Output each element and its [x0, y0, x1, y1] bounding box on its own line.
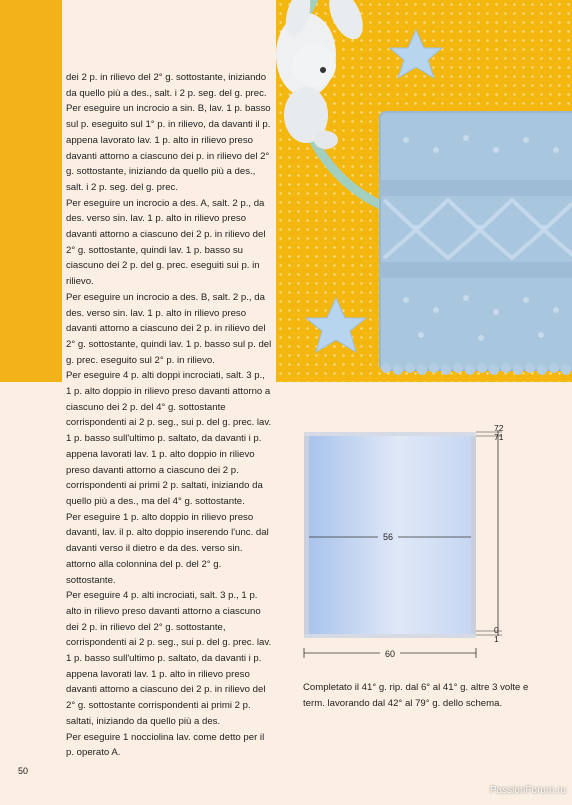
width-dimension-label: 56: [382, 532, 394, 542]
instruction-paragraph: Per eseguire 4 p. alti incrociati, salt. 3 p., 1 p. alto in rilievo preso davanti attorno a ciascuno dei 2 p. in rilievo del 2° g. sottostante, corrispondenti ai 2 p. seg., sui p. del g. prec. lav. 1 p. basso sull'ultimo p. saltato, da davanti i p. appena lavorati lav. 1 p. alto in rilievo preso davanti attorno a ciascuno dei 2 p. in rilievo del 2° g. sottostante corrispondenti ai primi 2 p. saltati, iniziando da quello più a des.: [66, 590, 272, 727]
instruction-paragraph: Per eseguire un incrocio a sin. B, lav. 1 p. basso sul p. eseguito sul 1° p. in rilievo, da davanti il p. appena lavorato lav. 1 p. alto in rilievo preso davanti attorno a ciascuno dei p. in rilievo del 2° g. sottostante, iniziando da quello più a des., salt. i 2 p. seg. del g. prec.: [66, 103, 271, 193]
instruction-paragraph: Per eseguire un incrocio a des. A, salt. 2 p., da des. verso sin. lav. 1 p. alto in rilievo preso davanti attorno a ciascuno dei 2 p. in rilievo del 2° g. sottostante, quindi lav. 1 p. basso su ciascuno dei 2 p. del g. prec. eseguiti sui p. in rilievo.: [66, 197, 266, 288]
row-72-label: 72: [494, 423, 504, 433]
bottom-dimension-label: 60: [384, 649, 396, 659]
instruction-paragraph: dei 2 p. in rilievo del 2° g. sottostante, iniziando da quello più a des., salt. i 2 p. seg. del g. prec.: [66, 72, 267, 99]
schema-top-edge: [304, 432, 476, 436]
row-71-label: 71: [494, 432, 504, 442]
schema-right-edge: [471, 432, 476, 638]
knitted-blanket: [380, 112, 572, 375]
schema-diagram-area: [296, 382, 572, 800]
instruction-paragraph: Per eseguire un incrocio a des. B, salt. 2 p., da des. verso sin. lav. 1 p. alto in rilievo preso davanti attorno a ciascuno dei 2 p. in rilievo del 2° g. sottostante, quindi lav. 1 p. basso sul p. del g. prec. eseguito sul 2° p. in rilievo.: [66, 291, 272, 366]
star-bottom: [306, 298, 366, 352]
watermark: PassionForum.ru: [489, 785, 566, 796]
instruction-paragraph: Per eseguire 1 nocciolina lav. come detto per il p. operato A.: [66, 731, 265, 759]
star-top: [390, 30, 442, 78]
instruction-paragraph: Per eseguire 1 p. alto doppio in rilievo preso davanti, lav. il p. alto doppio inserendo l'unc. dal davanti verso il dietro e da des. verso sin. attorno alla colonnina del p. del 2° g. sottostante.: [66, 511, 269, 586]
row-1-label: 1: [494, 634, 499, 644]
pattern-instructions: [66, 70, 272, 761]
product-photo: [276, 0, 572, 382]
product-photo-illustration: [276, 0, 572, 382]
schema-bottom-edge: [304, 634, 476, 638]
page-number: 50: [18, 766, 29, 776]
schema-caption: Completato il 41° g. rip. dal 6° al 41° g. altre 3 volte e term. lavorando dal 42° al 79° g. dello schema.: [303, 682, 529, 709]
bunny-toy: [276, 0, 370, 149]
schema-diagram: [296, 382, 572, 800]
row-0-label: 0: [494, 625, 499, 635]
schema-left-edge: [304, 432, 309, 638]
instruction-paragraph: Per eseguire 4 p. alti doppi incrociati, salt. 3 p., 1 p. alto doppio in rilievo preso davanti attorno a ciascuno dei 2 p. del 4° g. sottostante corrispondenti ai 2 p. seg., sui p. del g. prec. lav. 1 p. basso sull'ultimo p. saltato, da davanti i p. appena lavorati lav. 1 p. alto doppio in rilievo preso davanti attorno a ciascuno dei 2 p. corrispondenti ai primi 2 p. saltati, iniziando da quello più a des., ma del 4° g. sottostante.: [66, 370, 272, 507]
